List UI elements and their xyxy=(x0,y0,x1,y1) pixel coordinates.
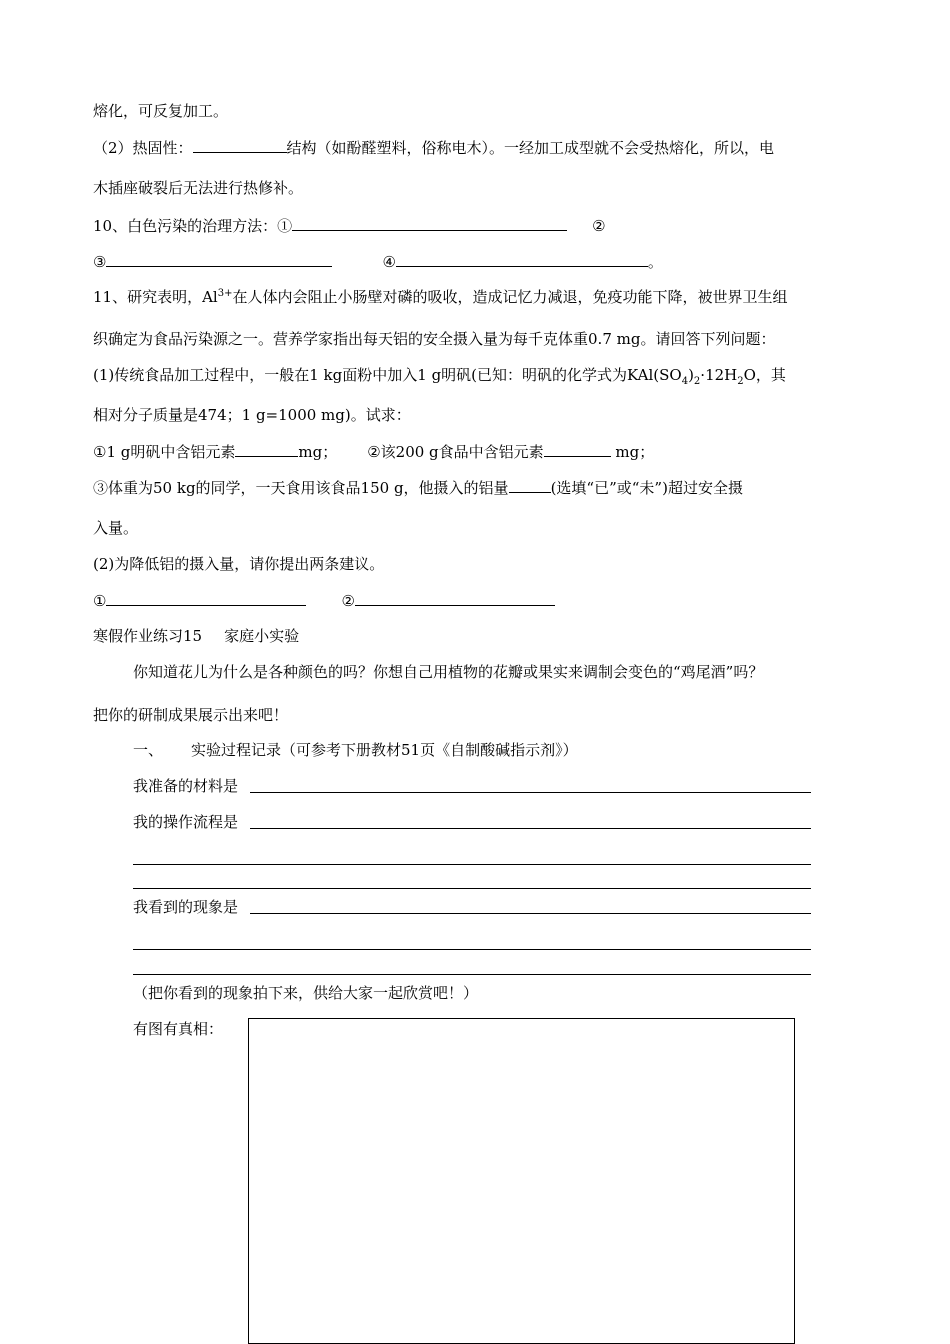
intro-line1: 你知道花儿为什么是各种颜色的吗？你想自己用植物的花瓣或果实来调制会变色的“鸡尾酒”吗？ xyxy=(133,663,764,681)
photo-note: （把你看到的现象拍下来，供给大家一起欣赏吧！） xyxy=(133,984,479,1002)
formula-sub: 2 xyxy=(737,376,744,387)
q11-text: ) xyxy=(688,366,694,384)
food-al-blank[interactable] xyxy=(544,441,611,457)
q10-end: 。 xyxy=(647,253,663,271)
phenomenon-line-1[interactable] xyxy=(250,913,811,914)
part-number: 一、 xyxy=(133,741,164,759)
section-title xyxy=(93,626,299,646)
intro-line2: 把你的研制成果展示出来吧！ xyxy=(93,706,289,724)
phenomenon-label: 我看到的现象是 xyxy=(133,898,239,916)
q11-line5 xyxy=(93,441,654,462)
q11-text: ②该200 g食品中含铝元素 xyxy=(367,443,544,461)
q11-line3 xyxy=(93,365,786,385)
photo-box[interactable] xyxy=(248,1018,795,1344)
thermoset-suffix: 结构（如酚醛塑料，俗称电木）。一经加工成型就不会受热熔化，所以，电 xyxy=(286,139,775,157)
alum-al-blank[interactable] xyxy=(235,441,298,457)
q11-text: 11、研究表明，Al xyxy=(93,288,218,306)
procedure-line-3[interactable] xyxy=(133,888,811,889)
q11-text: ①1 g明矾中含铝元素 xyxy=(93,443,236,461)
procedure-label: 我的操作流程是 xyxy=(133,813,239,831)
section-number: 寒假作业练习15 xyxy=(93,627,203,645)
materials-line[interactable] xyxy=(250,792,811,793)
q11-line7: 入量。 xyxy=(93,519,139,537)
q9-line-melt: 熔化，可反复加工。 xyxy=(93,102,229,120)
q11-text: (1)传统食品加工过程中，一般在1 kg面粉中加入1 g明矾(已知：明矾的化学式为KAl(SO xyxy=(93,366,682,384)
materials-label: 我准备的材料是 xyxy=(133,777,239,795)
suggest-mark-2: ② xyxy=(341,592,355,610)
q11-text: (选填“已”或“未”)超过安全摄 xyxy=(550,479,743,497)
q11-text: ③体重为50 kg的同学，一天食用该食品150 g，他摄入的铝量 xyxy=(93,479,509,497)
al-charge: 3+ xyxy=(217,288,233,299)
q10-blank-3[interactable] xyxy=(106,251,332,267)
q10-mark-2: ② xyxy=(592,217,606,235)
suggestion-blank-2[interactable] xyxy=(355,590,555,606)
q10-line2 xyxy=(93,251,663,272)
thermoset-prefix: （2）热固性： xyxy=(93,139,193,157)
q10-mark-4: ④ xyxy=(382,253,396,271)
q10-line1 xyxy=(93,215,606,236)
q11-line8: (2)为降低铝的摄入量，请你提出两条建议。 xyxy=(93,555,385,573)
q9-thermoset-line xyxy=(93,137,774,158)
part-heading xyxy=(133,740,578,760)
photo-label: 有图有真相： xyxy=(133,1020,224,1038)
exceed-blank[interactable] xyxy=(509,477,551,493)
q11-line2: 织确定为食品污染源之一。营养学家指出每天铝的安全摄入量为每千克体重0.7 mg。请回答下列问题： xyxy=(93,330,776,348)
procedure-line-1[interactable] xyxy=(250,828,811,829)
section-subtitle: 家庭小实验 xyxy=(224,627,300,645)
q11-line9 xyxy=(93,590,555,611)
phenomenon-line-2[interactable] xyxy=(133,949,811,950)
q10-blank-1[interactable] xyxy=(292,215,567,231)
q11-line1 xyxy=(93,287,787,307)
procedure-line-2[interactable] xyxy=(133,864,811,865)
suggest-mark-1: ① xyxy=(93,592,107,610)
formula-sub: 2 xyxy=(693,376,701,387)
part-title: 实验过程记录（可参考下册教材51页《自制酸碱指示剂》） xyxy=(191,741,578,759)
q10-prefix: 10、白色污染的治理方法：① xyxy=(93,217,293,235)
thermoset-blank[interactable] xyxy=(193,137,287,153)
q11-text: O，其 xyxy=(743,366,786,384)
formula-sub: 4 xyxy=(681,376,689,387)
phenomenon-line-3[interactable] xyxy=(133,974,811,975)
q11-line6 xyxy=(93,477,743,498)
q10-mark-3: ③ xyxy=(93,253,107,271)
q10-blank-4[interactable] xyxy=(396,251,648,267)
suggestion-blank-1[interactable] xyxy=(106,590,306,606)
q11-text: mg； xyxy=(610,443,655,461)
q11-text: ·12H xyxy=(700,366,738,384)
q11-text: 在人体内会阻止小肠壁对磷的吸收，造成记忆力减退，免疫功能下降，被世界卫生组 xyxy=(232,288,788,306)
q9-line-repair: 木插座破裂后无法进行热修补。 xyxy=(93,179,304,197)
q11-line4: 相对分子质量是474；1 g=1000 mg)。试求： xyxy=(93,406,411,424)
q11-text: mg； xyxy=(298,443,338,461)
